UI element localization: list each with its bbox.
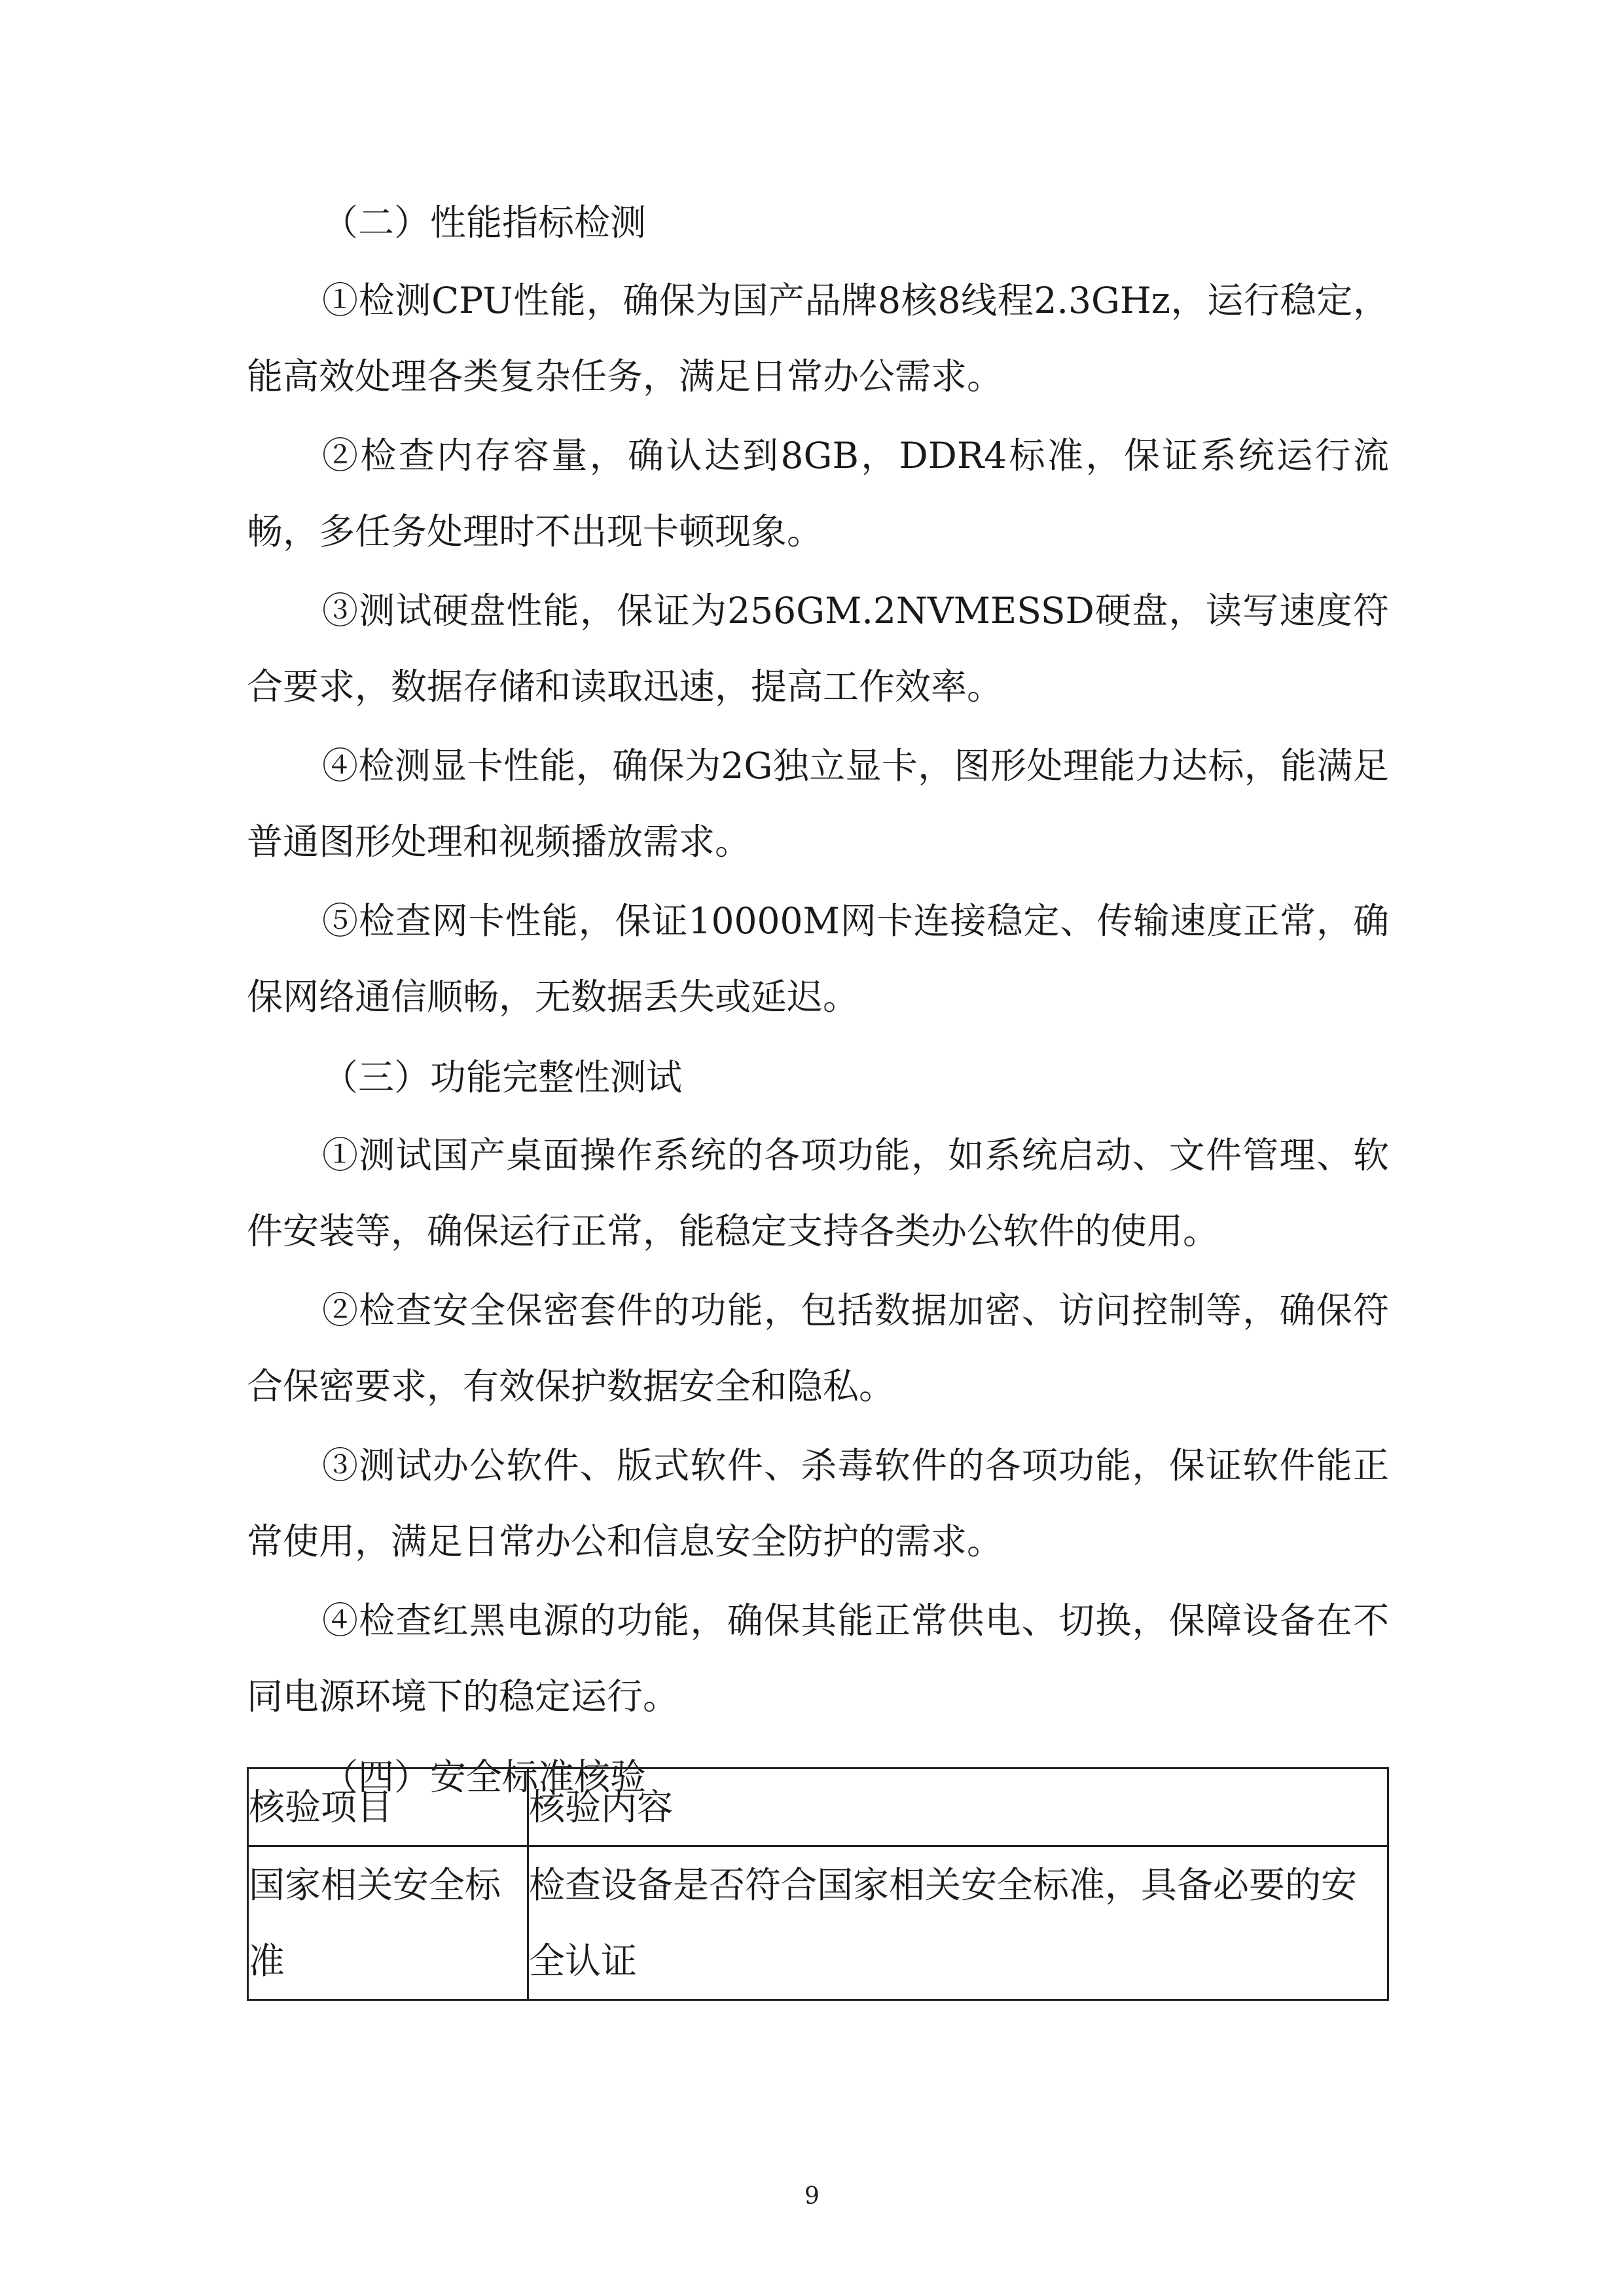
paragraph: ①检测CPU性能，确保为国产品牌8核8线程2.3GHz，运行稳定，能高效处理各类复杂任务，满足日常办公需求。: [247, 279, 1389, 397]
paragraph: ④检测显卡性能，确保为2G独立显卡，图形处理能力达标，能满足普通图形处理和视频播放需求。: [247, 745, 1389, 863]
table-row: [248, 1846, 1388, 2000]
section-heading: （二）性能指标检测: [322, 202, 647, 243]
paragraph: ①测试国产桌面操作系统的各项功能，如系统启动、文件管理、软件安装等，确保运行正常，能稳定支持各类办公软件的使用。: [247, 1134, 1389, 1252]
paragraph: ②检查安全保密套件的功能，包括数据加密、访问控制等，确保符合保密要求，有效保护数据安全和隐私。: [247, 1289, 1389, 1407]
section-function: [247, 1038, 1389, 1734]
section-performance: [247, 183, 1389, 1035]
paragraph: ⑤检查网卡性能，保证10000M网卡连接稳定、传输速度正常，确保网络通信顺畅，无数据丢失或延迟。: [247, 900, 1389, 1018]
paragraph: ③测试办公软件、版式软件、杀毒软件的各项功能，保证软件能正常使用，满足日常办公和信息安全防护的需求。: [247, 1444, 1389, 1562]
table-header-row: [248, 1768, 1388, 1846]
paragraph: ②检查内存容量，确认达到8GB，DDR4标准，保证系统运行流畅，多任务处理时不出现卡顿现象。: [247, 435, 1389, 552]
table-cell: 检查设备是否符合国家相关安全标准，具备必要的安全认证: [528, 1846, 1388, 2000]
paragraph: ③测试硬盘性能，保证为256GM.2NVMESSD硬盘，读写速度符合要求，数据存储和读取迅速，提高工作效率。: [247, 590, 1389, 708]
paragraph: ④检查红黑电源的功能，确保其能正常供电、切换，保障设备在不同电源环境下的稳定运行。: [247, 1600, 1389, 1717]
section-heading: （四）安全标准核验: [322, 1756, 647, 1798]
table-header-cell: 核验项目: [248, 1768, 528, 1846]
table-header-cell: 核验内容: [528, 1768, 1388, 1846]
section-heading: （三）功能完整性测试: [322, 1056, 683, 1098]
page-number: 9: [804, 2183, 820, 2210]
document-body: [247, 183, 1389, 1817]
safety-check-table: [247, 1767, 1389, 2001]
table-cell: 国家相关安全标准: [248, 1846, 528, 2000]
